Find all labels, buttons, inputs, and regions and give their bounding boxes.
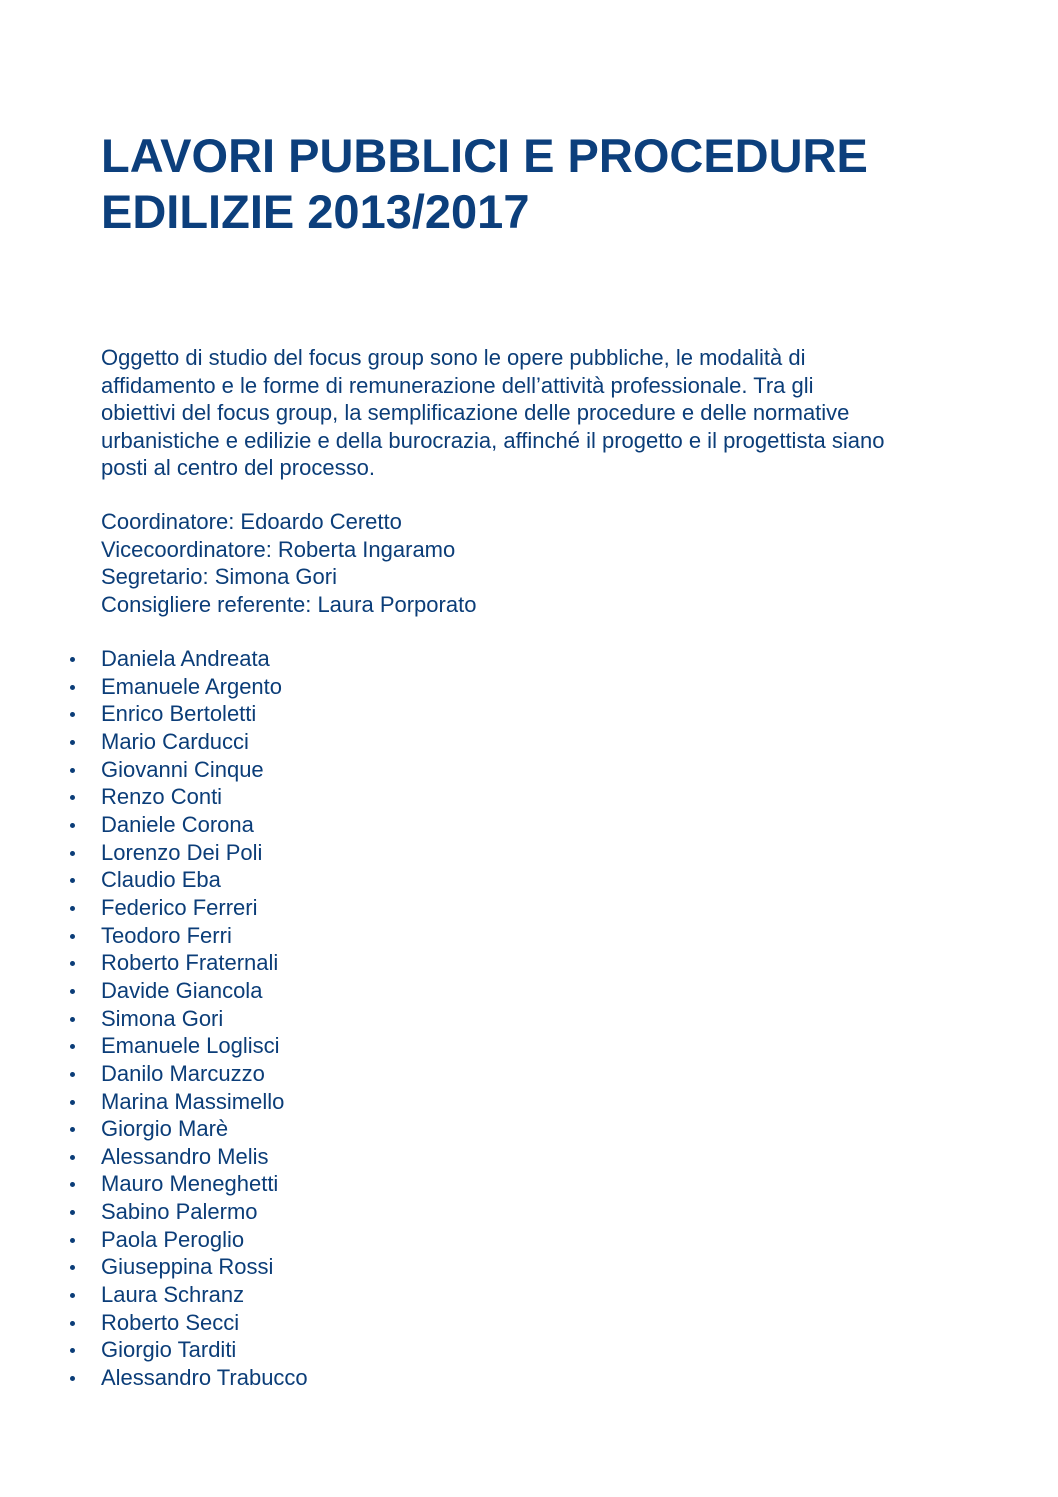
member-name: Giuseppina Rossi [101,1254,274,1280]
list-item [0,1281,900,1309]
list-item [0,645,900,673]
list-item [0,1032,900,1060]
list-item [0,977,900,1005]
list-item [0,1170,900,1198]
member-name: Enrico Bertoletti [101,701,257,727]
member-name: Giovanni Cinque [101,756,264,782]
intro-line: urbanistiche e edilizie e della burocrazia, affinché il progetto e il progettista siano [101,427,885,453]
member-name: Alessandro Trabucco [101,1365,308,1391]
list-item [0,1115,900,1143]
bullet-icon [70,657,75,662]
secretary-line: Segretario: Simona Gori [101,564,337,589]
bullet-icon [70,851,75,856]
bullet-icon [70,795,75,800]
list-item [0,866,900,894]
member-name: Mauro Meneghetti [101,1171,279,1197]
member-name: Giorgio Marè [101,1116,229,1142]
list-item [0,1198,900,1226]
list-item [0,1336,900,1364]
bullet-icon [70,823,75,828]
bullet-icon [70,961,75,966]
bullet-icon [70,1100,75,1105]
list-item [0,673,900,701]
bullet-icon [70,1127,75,1132]
bullet-icon [70,1044,75,1049]
member-name: Laura Schranz [101,1282,245,1308]
intro-line: posti al centro del processo. [101,455,375,480]
bullet-icon [70,1017,75,1022]
members-list [0,645,900,1392]
member-name: Emanuele Argento [101,673,283,699]
member-name: Giorgio Tarditi [101,1337,237,1363]
bullet-icon [70,934,75,939]
list-item [0,756,900,784]
bullet-icon [70,989,75,994]
bullet-icon [70,740,75,745]
list-item [0,1143,900,1171]
bullet-icon [70,768,75,773]
intro-line: affidamento e le forme di remunerazione dell’attività professionale. Tra gli [101,372,814,398]
member-name: Roberto Fraternali [101,950,279,976]
list-item [0,1060,900,1088]
member-name: Simona Gori [101,1005,224,1031]
bullet-icon [70,1072,75,1077]
bullet-icon [70,1293,75,1298]
page-title-line-2: EDILIZIE 2013/2017 [101,185,530,238]
list-item [0,949,900,977]
member-name: Claudio Eba [101,867,221,893]
member-name: Daniela Andreata [101,646,270,671]
bullet-icon [70,712,75,717]
bullet-icon [70,685,75,690]
member-name: Federico Ferreri [101,894,258,920]
bullet-icon [70,1210,75,1215]
member-name: Emanuele Loglisci [101,1033,280,1059]
member-name: Sabino Palermo [101,1199,258,1225]
member-name: Daniele Corona [101,811,254,837]
list-item [0,783,900,811]
referent-councillor-line: Consigliere referente: Laura Porporato [101,591,477,617]
list-item [0,1364,900,1392]
bullet-icon [70,1321,75,1326]
roles-block [101,508,1001,618]
list-item [0,1253,900,1281]
coordinator-line: Coordinatore: Edoardo Ceretto [101,509,402,534]
member-name: Renzo Conti [101,784,223,810]
list-item [0,839,900,867]
bullet-icon [70,1182,75,1187]
member-name: Alessandro Melis [101,1143,269,1169]
list-item [0,1005,900,1033]
bullet-icon [70,1348,75,1353]
member-name: Danilo Marcuzzo [101,1060,265,1086]
list-item [0,700,900,728]
bullet-icon [70,1376,75,1381]
member-name: Paola Peroglio [101,1226,245,1252]
list-item [0,728,900,756]
vice-coordinator-line: Vicecoordinatore: Roberta Ingaramo [101,536,456,562]
bullet-icon [70,1238,75,1243]
list-item [0,922,900,950]
list-item [0,1226,900,1254]
member-name: Mario Carducci [101,728,249,754]
member-name: Marina Massimello [101,1088,285,1114]
member-name: Davide Giancola [101,977,263,1003]
intro-line: Oggetto di studio del focus group sono le opere pubbliche, le modalità di [101,345,806,370]
member-name: Teodoro Ferri [101,922,232,948]
bullet-icon [70,1155,75,1160]
bullet-icon [70,878,75,883]
page-title-line-1: LAVORI PUBBLICI E PROCEDURE [101,129,868,182]
list-item [0,1088,900,1116]
list-item [0,894,900,922]
member-name: Roberto Secci [101,1309,240,1335]
member-name: Lorenzo Dei Poli [101,839,263,865]
bullet-icon [70,906,75,911]
intro-line: obiettivi del focus group, la semplificazione delle procedure e delle normative [101,400,850,425]
bullet-icon [70,1265,75,1270]
list-item [0,811,900,839]
list-item [0,1309,900,1337]
page-title [101,128,1001,240]
intro-paragraph [101,344,1001,482]
